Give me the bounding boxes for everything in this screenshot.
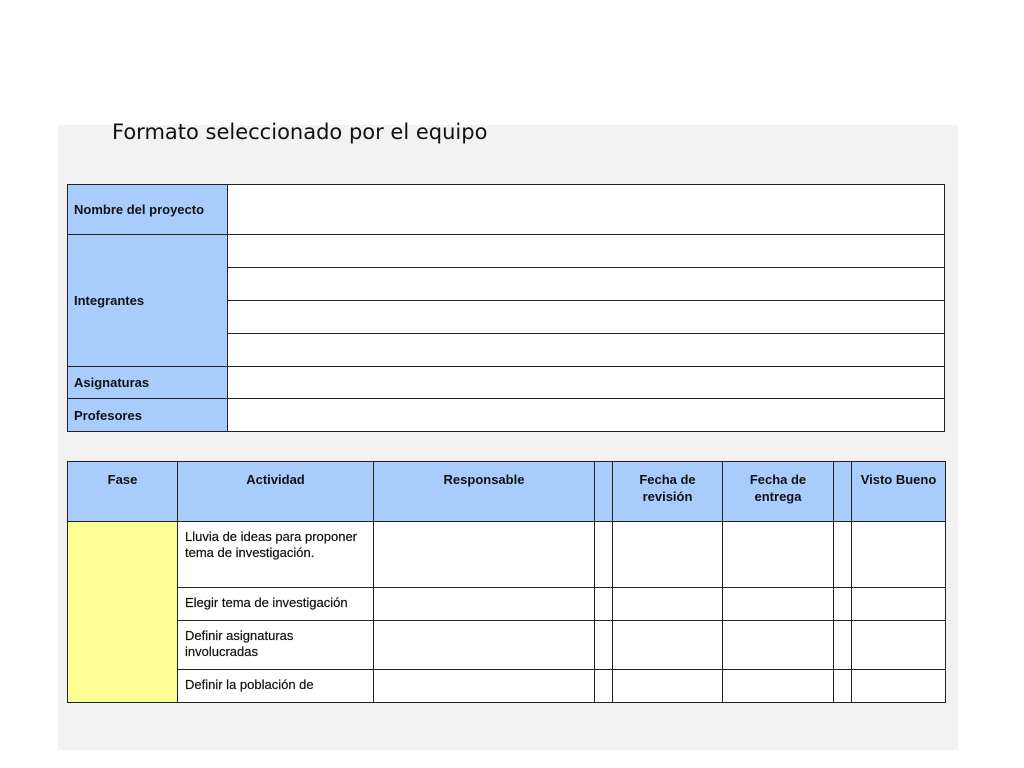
fecha-entrega-cell[interactable] <box>723 621 834 670</box>
table-row <box>68 670 946 703</box>
blank-cell[interactable] <box>834 621 852 670</box>
table-row <box>68 522 946 588</box>
header-responsable: Responsable <box>374 462 595 522</box>
project-name-row <box>68 185 945 235</box>
fecha-revision-cell[interactable] <box>613 588 723 621</box>
fecha-revision-cell[interactable] <box>613 670 723 703</box>
responsable-cell[interactable] <box>374 522 595 588</box>
fecha-entrega-cell[interactable] <box>723 588 834 621</box>
project-name-label: Nombre del proyecto <box>68 185 228 235</box>
responsable-cell[interactable] <box>374 621 595 670</box>
activity-cell: Elegir tema de investigación <box>178 588 374 621</box>
header-fase: Fase <box>68 462 178 522</box>
activity-cell: Lluvia de ideas para proponer tema de investigación. <box>178 522 374 588</box>
visto-bueno-cell[interactable] <box>852 670 946 703</box>
blank-cell[interactable] <box>834 588 852 621</box>
member-value-3[interactable] <box>228 301 945 334</box>
header-fecha-revision: Fecha de revisión <box>613 462 723 522</box>
subjects-row <box>68 367 945 399</box>
teachers-value[interactable] <box>228 399 945 432</box>
member-value-1[interactable] <box>228 235 945 268</box>
blank-cell[interactable] <box>595 522 613 588</box>
blank-cell[interactable] <box>834 522 852 588</box>
header-fecha-entrega: Fecha de entrega <box>723 462 834 522</box>
phase-cell[interactable] <box>68 522 178 703</box>
project-info-table <box>67 184 945 432</box>
table-row <box>68 588 946 621</box>
member-value-2[interactable] <box>228 268 945 301</box>
header-blank-1 <box>595 462 613 522</box>
fecha-revision-cell[interactable] <box>613 621 723 670</box>
visto-bueno-cell[interactable] <box>852 588 946 621</box>
fecha-entrega-cell[interactable] <box>723 670 834 703</box>
visto-bueno-cell[interactable] <box>852 621 946 670</box>
subjects-label: Asignaturas <box>68 367 228 399</box>
members-label: Integrantes <box>68 235 228 367</box>
header-blank-2 <box>834 462 852 522</box>
responsable-cell[interactable] <box>374 588 595 621</box>
table-row <box>68 621 946 670</box>
activity-cell: Definir la población de <box>178 670 374 703</box>
blank-cell[interactable] <box>595 670 613 703</box>
responsable-cell[interactable] <box>374 670 595 703</box>
slide-title: Formato seleccionado por el equipo <box>112 120 488 144</box>
activity-cell: Definir asignaturas involucradas <box>178 621 374 670</box>
blank-cell[interactable] <box>595 621 613 670</box>
header-visto-bueno: Visto Bueno <box>852 462 946 522</box>
teachers-label: Profesores <box>68 399 228 432</box>
blank-cell[interactable] <box>595 588 613 621</box>
visto-bueno-cell[interactable] <box>852 522 946 588</box>
subjects-value[interactable] <box>228 367 945 399</box>
fecha-entrega-cell[interactable] <box>723 522 834 588</box>
member-value-4[interactable] <box>228 334 945 367</box>
members-row <box>68 235 945 268</box>
project-name-value[interactable] <box>228 185 945 235</box>
activity-table <box>67 461 946 703</box>
header-actividad: Actividad <box>178 462 374 522</box>
teachers-row <box>68 399 945 432</box>
activity-header-row <box>68 462 946 522</box>
fecha-revision-cell[interactable] <box>613 522 723 588</box>
blank-cell[interactable] <box>834 670 852 703</box>
